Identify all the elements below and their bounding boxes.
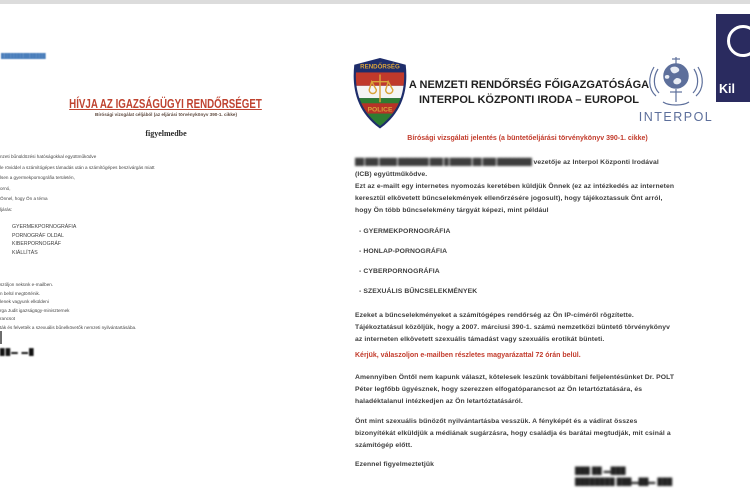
closing-line: lenek vagyunk elküldeni bbox=[0, 299, 49, 305]
offense-item: - GYERMEKPORNOGRÁFIA bbox=[359, 228, 451, 235]
p1-line: (ICB) együttműködve. bbox=[355, 171, 428, 178]
body-line: Önnel, hogy Ön a téma bbox=[0, 196, 48, 201]
closing-line: szóljon nekünk e-mailben. bbox=[0, 282, 54, 287]
paragraph-3 bbox=[355, 372, 674, 408]
crest-top-label: RENDŐRSÉG bbox=[360, 63, 400, 71]
right-signature-blur bbox=[575, 466, 672, 488]
body-line: nzeti bűnüldözési hatóságokkal együttműködve bbox=[0, 154, 97, 159]
signature-line: ████████ ███▬██▬ ███ bbox=[575, 479, 673, 486]
redacted-sender: ██ ███ ████ ███████ ███ █ █████ ██ ███ ████████ bbox=[355, 159, 532, 166]
hyperlink-text: ██████████████ bbox=[1, 53, 46, 58]
p1-line: keresztül elkövetett bűncselekmények ellenőrzésére jogosult), hogy tájékoztassuk Önt arról, bbox=[355, 195, 663, 202]
left-letter-page bbox=[0, 0, 332, 500]
p1-line bbox=[355, 157, 674, 169]
list-item: KIBERPORNOGRÁF bbox=[12, 241, 62, 247]
interpol-wordmark: INTERPOL bbox=[638, 110, 714, 124]
p1-line-tail: vezetője az Interpol Központi Irodával bbox=[533, 159, 659, 166]
left-page-body bbox=[0, 152, 154, 215]
p2-line: az interneten elkövetett szexuális támadást vagy szexuális erotikát bünteti. bbox=[355, 336, 605, 343]
signature-line: ███ ██ ▬███ bbox=[575, 468, 626, 475]
interpol-logo bbox=[633, 55, 719, 127]
list-item: PORNOGRÁF OLDAL bbox=[12, 232, 64, 239]
p2-line: Ezeket a bűncselekményeket a számítógépes rendőrség az Ön IP-címéről rögzítette. bbox=[355, 312, 634, 319]
crest-bottom-label: POLICE bbox=[367, 106, 393, 114]
offense-item: - HONLAP-PORNOGRÁFIA bbox=[359, 248, 448, 255]
badge-label: Kil bbox=[719, 82, 735, 96]
red-subtitle: Bírósági vizsgálati jelentés (a büntetőeljárási törvénykönyv 390-1. cikke) bbox=[407, 135, 648, 142]
left-page-closing bbox=[0, 281, 136, 333]
left-page-subtitle: Bírósági vizsgálat céljából (az eljárási törvénykönyv 390-1. cikke) bbox=[95, 112, 237, 117]
closing-line: n belül megtörténik. bbox=[0, 290, 41, 296]
watermark-badge bbox=[716, 14, 750, 102]
offense-item: - SZEXUÁLIS BŰNCSELEKMÉNYEK bbox=[359, 288, 478, 295]
left-signature-blur: ██▬ ▬█ bbox=[0, 349, 35, 356]
p1-line: hogy Ön több bűncselekmény tárgyát képezi, mint például bbox=[355, 207, 549, 214]
p4-line: számítógép előtt. bbox=[355, 442, 413, 449]
interpol-emblem-icon bbox=[633, 55, 719, 107]
body-line: le röviddel a számítógépes támadás után a számítógépes beszivárgás miatt bbox=[0, 164, 155, 170]
body-line: ljárás: bbox=[0, 206, 13, 212]
list-item: KIÁLLÍTÁS bbox=[12, 249, 38, 256]
magnifier-ring-icon bbox=[727, 25, 750, 57]
header-line2: INTERPOL KÖZPONTI IRODA – EUROPOL bbox=[418, 94, 640, 106]
p4-line: bizonyítékát elküldjük a médiának sugárzásra, hogy családja és barátai megtudják, mit csinál a bbox=[355, 430, 671, 437]
p2-line: Tájékoztatásul közöljük, hogy a 2007. márciusi 390-1. számú nemzetközi büntető törvénykönyv bbox=[355, 324, 671, 331]
p1-line: Ezt az e-mailt egy internetes nyomozás keretében küldjük Önnek (ez az intézkedés az interneten bbox=[355, 183, 675, 190]
paragraph-4 bbox=[355, 416, 671, 452]
paragraph-1 bbox=[355, 157, 674, 217]
closing-line: rancsot bbox=[0, 316, 16, 322]
left-page-offense-list bbox=[12, 223, 76, 257]
closing-line: Ezennel figyelmeztetjük bbox=[355, 461, 434, 468]
closing-line: ták és felvették a szexuális bűnelkövetők nemzeti nyilvántartásába. bbox=[0, 324, 137, 330]
list-item: GYERMEKPORNOGRÁFIA bbox=[12, 224, 77, 230]
body-line: ornó, bbox=[0, 185, 11, 191]
paragraph-2 bbox=[355, 310, 670, 346]
left-page-salutation: figyelmedbe bbox=[145, 129, 187, 138]
right-letter-page bbox=[335, 0, 720, 500]
p3-line: Amennyiben Öntől nem kapunk választ, kötelesek leszünk továbbítani feljelentésünket Dr. POLT bbox=[355, 374, 675, 381]
red-warning-line: Kérjük, válaszoljon e-mailben részletes magyarázattal 72 órán belül. bbox=[355, 352, 581, 359]
closing-line: rga Judit igazságügy-miniszternek bbox=[0, 307, 70, 313]
p3-line: haladéktalanul intézkedjen az Ön letartóztatásáról. bbox=[355, 398, 523, 405]
offense-item: - CYBERPORNOGRÁFIA bbox=[359, 268, 440, 275]
right-page-header bbox=[393, 78, 665, 108]
page-edge-mark bbox=[0, 331, 2, 344]
body-line: lsen a gyermekpornográfia területén, bbox=[0, 175, 75, 180]
left-page-title: HÍVJA AZ IGAZSÁGÜGYI RENDŐRSÉGET bbox=[69, 97, 263, 111]
header-line1: A NEMZETI RENDŐRSÉG FŐIGAZGATÓSÁGA bbox=[408, 79, 650, 91]
p3-line: Péter legfőbb ügyésznek, hogy szerezzen elfogatóparancsot az Ön letartóztatására, és bbox=[355, 386, 643, 393]
p4-line: Önt mint szexuális bűnözőt nyilvántartásba vesszük. A fényképét és a vádirat összes bbox=[355, 418, 638, 425]
